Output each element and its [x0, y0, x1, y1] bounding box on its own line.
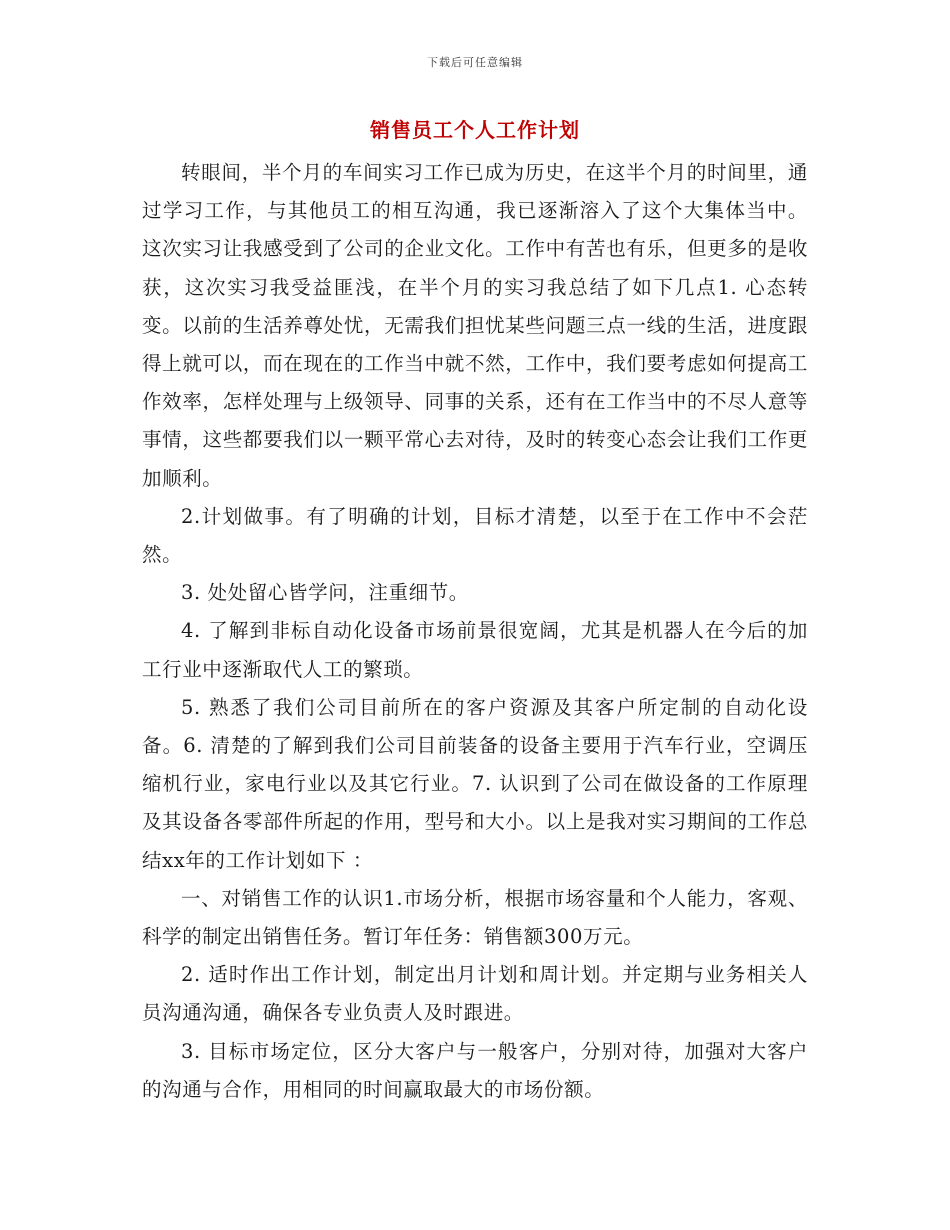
paragraph-5: 5. 熟悉了我们公司目前所在的客户资源及其客户所定制的自动化设备。6. 清楚的了解到我们公司目前装备的设备主要用于汽车行业，空调压缩机行业，家电行业以及其它行业。7. 认识到了公司在做设备的工作原理及其设备各零部件所起的作用，型号和大小。以上是我对实习期间的工作总结xx年的工作计划如下 ：: [142, 695, 808, 872]
paragraph-2: 2.计划做事。有了明确的计划，目标才清楚，以至于在工作中不会茫然。: [142, 504, 808, 567]
paragraph-3: 3. 处处留心皆学问，注重细节。: [181, 581, 469, 605]
header-note: 下载后可任意编辑: [427, 56, 523, 69]
paragraph-sales-2: 2. 适时作出工作计划，制定出月计划和周计划。并定期与业务相关人员沟通沟通，确保各专业负责人及时跟进。: [142, 963, 808, 1025]
paragraph-sales-1: 一、对销售工作的认识1.市场分析，根据市场容量和个人能力，客观、科学的制定出销售任务。暂订年任务：销售额300万元。: [142, 886, 808, 949]
document-body: [142, 154, 808, 1109]
paragraph-4: 4. 了解到非标自动化设备市场前景很宽阔，尤其是机器人在今后的加工行业中逐渐取代人工的繁琐。: [142, 619, 808, 681]
paragraph-sales-3: 3. 目标市场定位，区分大客户与一般客户，分别对待，加强对大客户的沟通与合作，用相同的时间赢取最大的市场份额。: [142, 1039, 808, 1101]
page-title: 销售员工个人工作计划: [370, 118, 580, 142]
paragraph-intro: 转眼间，半个月的车间实习工作已成为历史，在这半个月的时间里，通过学习工作，与其他员工的相互沟通，我已逐渐溶入了这个大集体当中。 这次实习让我感受到了公司的企业文化。工作中有苦也有乐，但更多的是收获，这次实习我受益匪浅，在半个月的实习我总结了如下几点1. 心态转变。以前的生活养尊处忧，无需我们担忧某些问题三点一线的生活，进度跟得上就可以，而在现在的工作当中就不然，工作中，我们要考虑如何提高工作效率，怎样处理与上级领导、同事的关系，还有在工作当中的不尽人意等事情，这些都要我们以一颗平常心去对待，及时的转变心态会让我们工作更加顺利。: [142, 161, 808, 490]
